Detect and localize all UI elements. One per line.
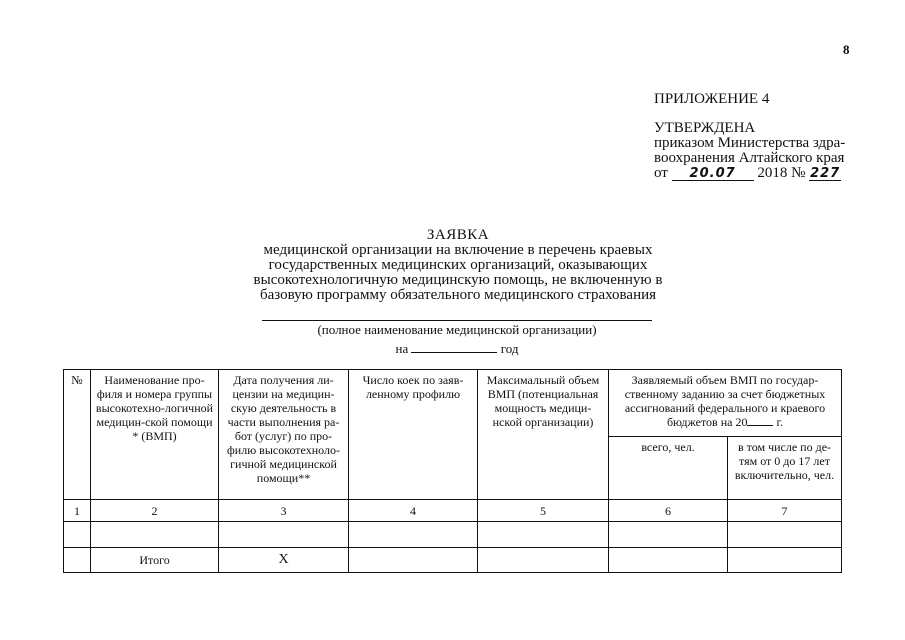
- column-number: 4: [349, 500, 478, 522]
- from-label: от: [654, 165, 668, 181]
- column-number: 2: [91, 500, 219, 522]
- approval-line-2: воохранения Алтайского края: [654, 150, 845, 166]
- document-title: [200, 228, 716, 303]
- column-numbers-row: [64, 500, 842, 522]
- table-cell[interactable]: [728, 522, 842, 548]
- total-mark: Х: [219, 548, 349, 573]
- table-cell[interactable]: [609, 548, 728, 573]
- title-line-2: государственных медицинских организаций, оказывающих: [268, 257, 648, 273]
- table-header-row: [64, 370, 842, 437]
- header-max-volume: Максимальный объем ВМП (потенциальная мощность медици-нской организации): [478, 370, 609, 500]
- approval-stamp: [654, 92, 845, 181]
- year-line: [262, 341, 652, 357]
- appendix-label: ПРИЛОЖЕНИЕ 4: [654, 91, 770, 107]
- column-number: 6: [609, 500, 728, 522]
- table-row: [64, 522, 842, 548]
- title-line-4: базовую программу обязательного медицинского страхования: [259, 287, 657, 303]
- table-cell[interactable]: [219, 522, 349, 548]
- header-profile-name: Наименование про-филя и номера группы высокотехно-логичной медицин-ской помощи * (ВМП): [91, 370, 219, 500]
- total-row: [64, 548, 842, 573]
- request-table: [63, 369, 842, 573]
- table-cell[interactable]: [64, 522, 91, 548]
- declared-volume-text: Заявляемый объем ВМП по государ-ственному заданию за счет бюджетных ассигнований федерального и краевого бюджетов на 20: [624, 373, 826, 429]
- declared-volume-suffix: г.: [776, 415, 784, 429]
- table-cell[interactable]: [91, 522, 219, 548]
- page-number: 8: [843, 42, 850, 57]
- year-blank: [411, 341, 497, 353]
- organization-name-line: [262, 320, 652, 321]
- column-number: 5: [478, 500, 609, 522]
- table-cell[interactable]: [728, 548, 842, 573]
- title-heading: ЗАЯВКА: [426, 227, 490, 243]
- declared-year-blank: [747, 415, 773, 426]
- header-license-date: Дата получения ли-цензии на медицин-скую деятельность в части выполнения ра-бот (услуг) по про-филю высокотехноло-гичной медицинской помощи**: [219, 370, 349, 500]
- title-line-3: высокотехнологичную медицинскую помощь, не включенную в: [253, 272, 663, 288]
- approval-order-line: [654, 166, 845, 181]
- header-num: №: [64, 370, 91, 500]
- year-number-label: 2018 №: [757, 165, 806, 181]
- approved-label: УТВЕРЖДЕНА: [654, 120, 756, 136]
- total-label: Итого: [91, 548, 219, 573]
- column-number: 3: [219, 500, 349, 522]
- column-number: 7: [728, 500, 842, 522]
- approval-line-1: приказом Министерства здра-: [654, 135, 846, 151]
- header-declared-volume: [609, 370, 842, 437]
- organization-caption: (полное наименование медицинской организации): [317, 322, 597, 337]
- on-label: на: [395, 341, 409, 356]
- table-cell[interactable]: [478, 548, 609, 573]
- header-children: в том числе по де-тям от 0 до 17 лет включительно, чел.: [728, 437, 842, 500]
- table-cell[interactable]: [609, 522, 728, 548]
- order-number: 227: [810, 166, 841, 181]
- table-cell[interactable]: [478, 522, 609, 548]
- year-label: год: [500, 341, 519, 356]
- column-number: 1: [64, 500, 91, 522]
- order-date: 20.07: [672, 167, 754, 181]
- table-cell[interactable]: [349, 548, 478, 573]
- table-cell[interactable]: [349, 522, 478, 548]
- header-beds: Число коек по заяв-ленному профилю: [349, 370, 478, 500]
- title-line-1: медицинской организации на включение в перечень краевых: [263, 242, 653, 258]
- header-total-persons: всего, чел.: [609, 437, 728, 500]
- table-cell: [64, 548, 91, 573]
